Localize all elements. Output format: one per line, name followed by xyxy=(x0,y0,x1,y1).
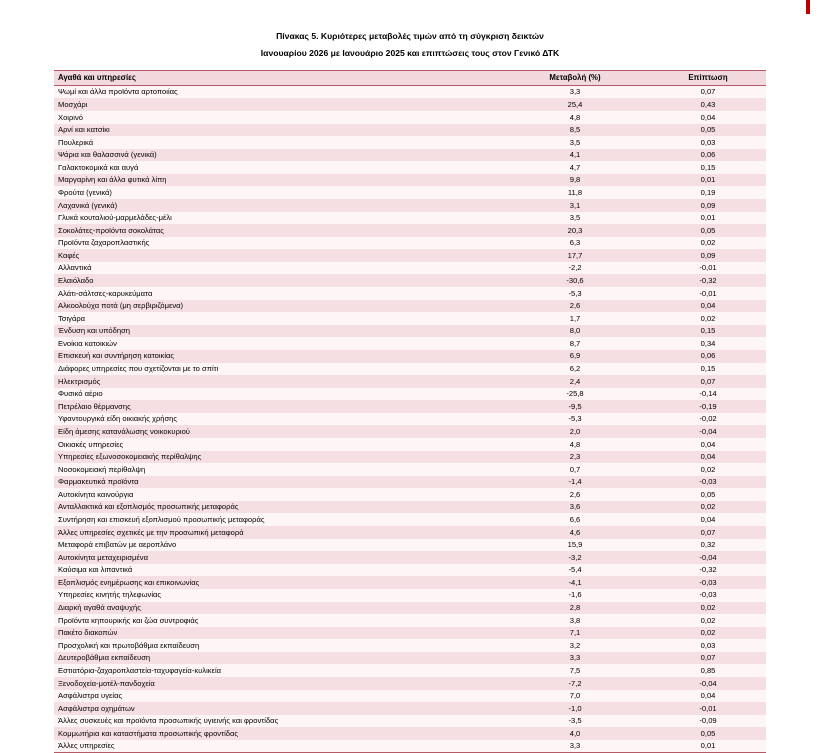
cell-change-percent: 6,2 xyxy=(500,363,650,376)
page-corner-mark xyxy=(806,0,810,14)
cell-goods-services: Ανταλλακτικά και εξοπλισμός προσωπικής μεταφοράς xyxy=(54,501,500,514)
cell-change-percent: 3,3 xyxy=(500,740,650,753)
cell-goods-services: Μοσχάρι xyxy=(54,98,500,111)
cell-goods-services: Γλυκά κουταλιού-μαρμελάδες-μέλι xyxy=(54,212,500,225)
table-row xyxy=(54,388,766,401)
cell-change-percent: 3,6 xyxy=(500,501,650,514)
cell-goods-services: Ενοίκια κατοικιών xyxy=(54,337,500,350)
cell-change-percent: 2,8 xyxy=(500,602,650,615)
cell-change-percent: 15,9 xyxy=(500,539,650,552)
cell-goods-services: Κομμωτήρια και καταστήματα προσωπικής φροντίδας xyxy=(54,727,500,740)
cell-goods-services: Πακέτο διακοπών xyxy=(54,627,500,640)
cell-impact: -0,04 xyxy=(650,677,766,690)
cell-change-percent: 17,7 xyxy=(500,249,650,262)
cell-impact: 0,07 xyxy=(650,652,766,665)
cell-change-percent: 25,4 xyxy=(500,98,650,111)
cell-impact: -0,03 xyxy=(650,589,766,602)
cell-goods-services: Αλλαντικά xyxy=(54,262,500,275)
cell-goods-services: Ξενοδοχεία-μοτέλ-πανδοχεία xyxy=(54,677,500,690)
cell-impact: 0,05 xyxy=(650,224,766,237)
cell-impact: 0,85 xyxy=(650,664,766,677)
cell-change-percent: 3,3 xyxy=(500,85,650,98)
cell-change-percent: -2,2 xyxy=(500,262,650,275)
cell-change-percent: 3,8 xyxy=(500,614,650,627)
table-row xyxy=(54,312,766,325)
cell-goods-services: Σοκολάτες-προϊόντα σοκολάτας xyxy=(54,224,500,237)
cell-goods-services: Αλκοολούχα ποτά (μη σερβιριζόμενα) xyxy=(54,300,500,313)
cell-impact: -0,03 xyxy=(650,476,766,489)
price-changes-table xyxy=(54,70,766,753)
cell-change-percent: 2,4 xyxy=(500,375,650,388)
table-row xyxy=(54,161,766,174)
cell-impact: 0,05 xyxy=(650,124,766,137)
cell-goods-services: Μαργαρίνη και άλλα φυτικά λίπη xyxy=(54,174,500,187)
cell-impact: 0,01 xyxy=(650,740,766,753)
cell-goods-services: Καφές xyxy=(54,249,500,262)
table-row xyxy=(54,740,766,753)
cell-change-percent: -3,2 xyxy=(500,551,650,564)
cell-change-percent: -5,3 xyxy=(500,287,650,300)
cell-impact: 0,02 xyxy=(650,627,766,640)
cell-change-percent: 3,2 xyxy=(500,639,650,652)
cell-change-percent: 7,0 xyxy=(500,690,650,703)
cell-goods-services: Αυτοκίνητα μεταχειρισμένα xyxy=(54,551,500,564)
cell-impact: 0,07 xyxy=(650,526,766,539)
cell-change-percent: -4,1 xyxy=(500,576,650,589)
cell-change-percent: 2,6 xyxy=(500,300,650,313)
cell-change-percent: -30,6 xyxy=(500,274,650,287)
cell-change-percent: 8,7 xyxy=(500,337,650,350)
column-header-change-percent: Μεταβολή (%) xyxy=(500,71,650,86)
table-title-line-2: Ιανουαρίου 2026 με Ιανουάριο 2025 και επιπτώσεις τους στον Γενικό ΔΤΚ xyxy=(260,48,560,58)
cell-goods-services: Ψωμί και άλλα προϊόντα αρτοποιίας xyxy=(54,85,500,98)
table-row xyxy=(54,614,766,627)
cell-impact: -0,01 xyxy=(650,262,766,275)
cell-impact: -0,01 xyxy=(650,287,766,300)
cell-goods-services: Τσιγάρα xyxy=(54,312,500,325)
table-body xyxy=(54,85,766,753)
cell-impact: -0,32 xyxy=(650,274,766,287)
cell-impact: -0,32 xyxy=(650,564,766,577)
cell-impact: -0,19 xyxy=(650,400,766,413)
table-row xyxy=(54,702,766,715)
table-title xyxy=(0,28,820,62)
cell-impact: 0,04 xyxy=(650,513,766,526)
cell-impact: -0,03 xyxy=(650,576,766,589)
cell-change-percent: 4,1 xyxy=(500,149,650,162)
table-row xyxy=(54,136,766,149)
table-row xyxy=(54,451,766,464)
table-row xyxy=(54,85,766,98)
table-row xyxy=(54,690,766,703)
table-row xyxy=(54,677,766,690)
table-row xyxy=(54,438,766,451)
cell-change-percent: -1,6 xyxy=(500,589,650,602)
cell-goods-services: Αλάτι-σάλτσες-καρυκεύματα xyxy=(54,287,500,300)
cell-impact: 0,09 xyxy=(650,199,766,212)
cell-impact: -0,14 xyxy=(650,388,766,401)
table-row xyxy=(54,488,766,501)
table-row xyxy=(54,576,766,589)
table-row xyxy=(54,526,766,539)
cell-impact: 0,34 xyxy=(650,337,766,350)
cell-change-percent: 2,3 xyxy=(500,451,650,464)
cell-impact: 0,03 xyxy=(650,639,766,652)
table-title-line-1: Πίνακας 5. Κυριότερες μεταβολές τιμών από τη σύγκριση δεικτών xyxy=(276,31,544,41)
cell-goods-services: Αυτοκίνητα καινούργια xyxy=(54,488,500,501)
cell-change-percent: 9,8 xyxy=(500,174,650,187)
cell-goods-services: Οικιακές υπηρεσίες xyxy=(54,438,500,451)
cell-goods-services: Υπηρεσίες κινητής τηλεφωνίας xyxy=(54,589,500,602)
table-row xyxy=(54,551,766,564)
table-row xyxy=(54,602,766,615)
table-row xyxy=(54,287,766,300)
cell-change-percent: 7,5 xyxy=(500,664,650,677)
cell-impact: -0,09 xyxy=(650,715,766,728)
table-row xyxy=(54,337,766,350)
table-row xyxy=(54,513,766,526)
table-row xyxy=(54,262,766,275)
table-row xyxy=(54,224,766,237)
cell-goods-services: Καύσιμα και λιπαντικά xyxy=(54,564,500,577)
table-row xyxy=(54,564,766,577)
cell-impact: 0,03 xyxy=(650,136,766,149)
cell-change-percent: 1,7 xyxy=(500,312,650,325)
cell-goods-services: Άλλες συσκευές και προϊόντα προσωπικής υγιεινής και φροντίδας xyxy=(54,715,500,728)
cell-change-percent: -7,2 xyxy=(500,677,650,690)
cell-impact: -0,04 xyxy=(650,551,766,564)
cell-goods-services: Εξοπλισμός ενημέρωσης και επικοινωνίας xyxy=(54,576,500,589)
cell-impact: 0,04 xyxy=(650,438,766,451)
cell-change-percent: -1,4 xyxy=(500,476,650,489)
table-row xyxy=(54,98,766,111)
cell-change-percent: -3,5 xyxy=(500,715,650,728)
cell-impact: 0,32 xyxy=(650,539,766,552)
cell-change-percent: 8,5 xyxy=(500,124,650,137)
cell-goods-services: Είδη άμεσης κατανάλωσης νοικοκυριού xyxy=(54,425,500,438)
cell-goods-services: Συντήρηση και επισκευή εξοπλισμού προσωπικής μεταφοράς xyxy=(54,513,500,526)
cell-change-percent: 7,1 xyxy=(500,627,650,640)
table-row xyxy=(54,639,766,652)
cell-goods-services: Άλλες υπηρεσίες σχετικές με την προσωπική μεταφορά xyxy=(54,526,500,539)
table-row xyxy=(54,627,766,640)
cell-impact: 0,02 xyxy=(650,312,766,325)
table-row xyxy=(54,664,766,677)
cell-impact: 0,02 xyxy=(650,237,766,250)
cell-goods-services: Ασφάλιστρα υγείας xyxy=(54,690,500,703)
cell-impact: 0,15 xyxy=(650,363,766,376)
cell-impact: 0,06 xyxy=(650,350,766,363)
cell-impact: 0,02 xyxy=(650,501,766,514)
table-row xyxy=(54,212,766,225)
price-changes-table-container xyxy=(54,70,766,753)
cell-goods-services: Προϊόντα κηπουρικής και ζώα συντροφιάς xyxy=(54,614,500,627)
cell-goods-services: Ηλεκτρισμός xyxy=(54,375,500,388)
table-row xyxy=(54,325,766,338)
cell-change-percent: 6,6 xyxy=(500,513,650,526)
cell-change-percent: 4,6 xyxy=(500,526,650,539)
table-row xyxy=(54,413,766,426)
table-row xyxy=(54,124,766,137)
cell-impact: -0,01 xyxy=(650,702,766,715)
table-row xyxy=(54,274,766,287)
cell-impact: 0,05 xyxy=(650,488,766,501)
table-header-row xyxy=(54,71,766,86)
table-row xyxy=(54,589,766,602)
cell-impact: 0,07 xyxy=(650,85,766,98)
cell-goods-services: Ασφάλιστρα οχημάτων xyxy=(54,702,500,715)
cell-goods-services: Γαλακτοκομικά και αυγά xyxy=(54,161,500,174)
cell-impact: 0,02 xyxy=(650,614,766,627)
cell-goods-services: Δευτεροβάθμια εκπαίδευση xyxy=(54,652,500,665)
cell-goods-services: Ένδυση και υπόδηση xyxy=(54,325,500,338)
cell-goods-services: Ψάρια και θαλασσινά (γενικά) xyxy=(54,149,500,162)
table-row xyxy=(54,539,766,552)
table-row xyxy=(54,501,766,514)
cell-change-percent: 4,8 xyxy=(500,111,650,124)
cell-change-percent: 4,7 xyxy=(500,161,650,174)
cell-change-percent: -5,3 xyxy=(500,413,650,426)
table-row xyxy=(54,476,766,489)
cell-change-percent: -25,8 xyxy=(500,388,650,401)
cell-impact: 0,15 xyxy=(650,325,766,338)
cell-impact: 0,02 xyxy=(650,463,766,476)
cell-goods-services: Επισκευή και συντήρηση κατοικίας xyxy=(54,350,500,363)
cell-change-percent: 6,9 xyxy=(500,350,650,363)
cell-goods-services: Εστιατόρια-ζαχαροπλαστεία-ταχυφαγεία-κυλικεία xyxy=(54,664,500,677)
cell-goods-services: Διαρκή αγαθά αναψυχής xyxy=(54,602,500,615)
cell-goods-services: Υπηρεσίες εξωνοσοκομειακής περίθαλψης xyxy=(54,451,500,464)
cell-goods-services: Προϊόντα ζαχαροπλαστικής xyxy=(54,237,500,250)
cell-goods-services: Νοσοκομειακή περίθαλψη xyxy=(54,463,500,476)
cell-change-percent: 3,3 xyxy=(500,652,650,665)
cell-goods-services: Υφαντουργικά είδη οικιακής χρήσης xyxy=(54,413,500,426)
cell-impact: 0,01 xyxy=(650,212,766,225)
cell-impact: 0,09 xyxy=(650,249,766,262)
cell-impact: 0,19 xyxy=(650,186,766,199)
table-row xyxy=(54,174,766,187)
cell-change-percent: 4,0 xyxy=(500,727,650,740)
table-row xyxy=(54,237,766,250)
table-row xyxy=(54,727,766,740)
cell-change-percent: 11,8 xyxy=(500,186,650,199)
cell-change-percent: 3,5 xyxy=(500,136,650,149)
cell-goods-services: Διάφορες υπηρεσίες που σχετίζονται με το σπίτι xyxy=(54,363,500,376)
cell-impact: -0,02 xyxy=(650,413,766,426)
cell-goods-services: Μεταφορά επιβατών με αεροπλάνο xyxy=(54,539,500,552)
cell-change-percent: 8,0 xyxy=(500,325,650,338)
table-row xyxy=(54,199,766,212)
cell-change-percent: 3,1 xyxy=(500,199,650,212)
cell-impact: 0,02 xyxy=(650,602,766,615)
table-row xyxy=(54,400,766,413)
cell-impact: 0,04 xyxy=(650,690,766,703)
cell-goods-services: Αρνί και κατσίκι xyxy=(54,124,500,137)
cell-impact: 0,05 xyxy=(650,727,766,740)
cell-goods-services: Πετρέλαιο θέρμανσης xyxy=(54,400,500,413)
cell-change-percent: 4,8 xyxy=(500,438,650,451)
cell-goods-services: Φαρμακευτικά προϊόντα xyxy=(54,476,500,489)
cell-goods-services: Χοιρινό xyxy=(54,111,500,124)
cell-change-percent: 2,6 xyxy=(500,488,650,501)
cell-goods-services: Πουλερικά xyxy=(54,136,500,149)
table-row xyxy=(54,300,766,313)
cell-goods-services: Άλλες υπηρεσίες xyxy=(54,740,500,753)
table-row xyxy=(54,363,766,376)
table-row xyxy=(54,186,766,199)
cell-impact: 0,04 xyxy=(650,451,766,464)
cell-impact: 0,06 xyxy=(650,149,766,162)
cell-goods-services: Προσχολική και πρωτοβάθμια εκπαίδευση xyxy=(54,639,500,652)
table-row xyxy=(54,652,766,665)
cell-goods-services: Λαχανικά (γενικά) xyxy=(54,199,500,212)
cell-change-percent: 3,5 xyxy=(500,212,650,225)
cell-goods-services: Ελαιόλαδο xyxy=(54,274,500,287)
cell-impact: 0,01 xyxy=(650,174,766,187)
table-row xyxy=(54,149,766,162)
cell-impact: 0,43 xyxy=(650,98,766,111)
table-row xyxy=(54,425,766,438)
cell-impact: -0,04 xyxy=(650,425,766,438)
cell-goods-services: Φρούτα (γενικά) xyxy=(54,186,500,199)
table-row xyxy=(54,715,766,728)
cell-change-percent: 6,3 xyxy=(500,237,650,250)
cell-change-percent: -9,5 xyxy=(500,400,650,413)
cell-change-percent: 20,3 xyxy=(500,224,650,237)
column-header-goods-services: Αγαθά και υπηρεσίες xyxy=(54,71,500,86)
cell-impact: 0,15 xyxy=(650,161,766,174)
table-row xyxy=(54,375,766,388)
cell-change-percent: 0,7 xyxy=(500,463,650,476)
table-row xyxy=(54,463,766,476)
cell-impact: 0,07 xyxy=(650,375,766,388)
table-header xyxy=(54,71,766,86)
cell-change-percent: 2,0 xyxy=(500,425,650,438)
cell-impact: 0,04 xyxy=(650,300,766,313)
column-header-impact: Επίπτωση xyxy=(650,71,766,86)
cell-goods-services: Φυσικό αέριο xyxy=(54,388,500,401)
table-row xyxy=(54,111,766,124)
table-row xyxy=(54,249,766,262)
cell-change-percent: -1,0 xyxy=(500,702,650,715)
cell-change-percent: -5,4 xyxy=(500,564,650,577)
cell-impact: 0,04 xyxy=(650,111,766,124)
table-row xyxy=(54,350,766,363)
